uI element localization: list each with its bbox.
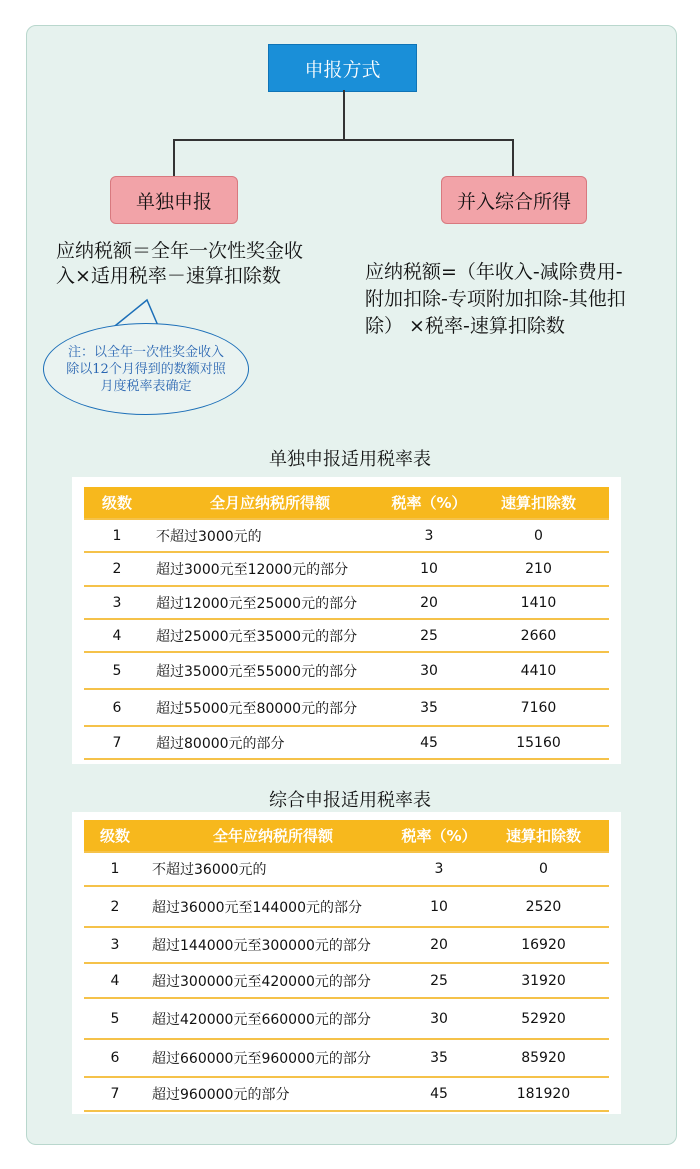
table-combined-container <box>72 812 621 1114</box>
cell-deduction: 7160 <box>468 689 609 726</box>
table-row <box>84 552 609 586</box>
cell-rate: 10 <box>400 886 478 927</box>
table-row <box>84 963 609 998</box>
formula-line: 应纳税额=（年收入-减除费用- <box>365 261 623 283</box>
cell-level: 7 <box>84 726 150 759</box>
cell-level: 4 <box>84 963 146 998</box>
cell-level: 4 <box>84 619 150 652</box>
node-combined-income: 并入综合所得 <box>441 176 587 224</box>
header-level: 级数 <box>84 820 146 852</box>
cell-rate: 35 <box>400 1039 478 1077</box>
cell-deduction: 31920 <box>478 963 609 998</box>
table-row <box>84 689 609 726</box>
table-row <box>84 852 609 886</box>
table-combined <box>84 820 609 1112</box>
cell-rate: 30 <box>390 652 468 689</box>
cell-rate: 10 <box>390 552 468 586</box>
cell-level: 2 <box>84 886 146 927</box>
cell-income: 超过35000元至55000元的部分 <box>150 652 390 689</box>
cell-deduction: 0 <box>468 519 609 552</box>
formula-separate-filing <box>56 239 346 289</box>
formula-line: 入×适用税率－速算扣除数 <box>56 265 281 287</box>
cell-deduction: 0 <box>478 852 609 886</box>
formula-line: 除） ×税率-速算扣除数 <box>365 315 565 337</box>
table-row <box>84 619 609 652</box>
cell-rate: 45 <box>400 1077 478 1111</box>
cell-deduction: 16920 <box>478 927 609 963</box>
cell-level: 2 <box>84 552 150 586</box>
table-row <box>84 519 609 552</box>
cell-rate: 20 <box>390 586 468 619</box>
cell-income: 超过144000元至300000元的部分 <box>146 927 400 963</box>
cell-rate: 20 <box>400 927 478 963</box>
table-row <box>84 927 609 963</box>
table-row <box>84 998 609 1039</box>
table-row <box>84 652 609 689</box>
connector-vertical-left <box>173 139 175 176</box>
root-node-filing-method: 申报方式 <box>268 44 417 92</box>
note-line: 月度税率表确定 <box>100 378 192 394</box>
cell-deduction: 85920 <box>478 1039 609 1077</box>
header-deduction: 速算扣除数 <box>468 487 609 519</box>
cell-rate: 25 <box>400 963 478 998</box>
cell-deduction: 15160 <box>468 726 609 759</box>
cell-rate: 3 <box>400 852 478 886</box>
cell-income: 超过25000元至35000元的部分 <box>150 619 390 652</box>
cell-level: 6 <box>84 1039 146 1077</box>
cell-level: 6 <box>84 689 150 726</box>
connector-vertical-right <box>512 139 514 176</box>
cell-level: 5 <box>84 998 146 1039</box>
table-row <box>84 1077 609 1111</box>
table-title-combined: 综合申报适用税率表 <box>269 790 431 811</box>
node-separate-filing: 单独申报 <box>110 176 238 224</box>
cell-deduction: 1410 <box>468 586 609 619</box>
table-title-separate: 单独申报适用税率表 <box>269 449 431 470</box>
table-header-row <box>84 487 609 519</box>
cell-level: 3 <box>84 927 146 963</box>
cell-income: 超过80000元的部分 <box>150 726 390 759</box>
cell-rate: 45 <box>390 726 468 759</box>
cell-income: 超过660000元至960000元的部分 <box>146 1039 400 1077</box>
connector-horizontal <box>173 139 514 141</box>
cell-income: 超过300000元至420000元的部分 <box>146 963 400 998</box>
cell-deduction: 210 <box>468 552 609 586</box>
cell-income: 不超过3000元的 <box>150 519 390 552</box>
cell-level: 7 <box>84 1077 146 1111</box>
cell-level: 3 <box>84 586 150 619</box>
cell-deduction: 181920 <box>478 1077 609 1111</box>
table-row <box>84 1039 609 1077</box>
note-line: 除以12个月得到的数额对照 <box>66 361 226 377</box>
cell-rate: 35 <box>390 689 468 726</box>
cell-level: 1 <box>84 852 146 886</box>
cell-income: 超过3000元至12000元的部分 <box>150 552 390 586</box>
cell-deduction: 52920 <box>478 998 609 1039</box>
cell-rate: 25 <box>390 619 468 652</box>
cell-income: 超过420000元至660000元的部分 <box>146 998 400 1039</box>
table-separate <box>84 487 609 760</box>
header-income: 全月应纳税所得额 <box>150 487 390 519</box>
cell-rate: 30 <box>400 998 478 1039</box>
cell-deduction: 4410 <box>468 652 609 689</box>
header-rate: 税率（%） <box>390 487 468 519</box>
cell-income: 超过36000元至144000元的部分 <box>146 886 400 927</box>
cell-income: 不超过36000元的 <box>146 852 400 886</box>
cell-level: 5 <box>84 652 150 689</box>
header-level: 级数 <box>84 487 150 519</box>
cell-income: 超过12000元至25000元的部分 <box>150 586 390 619</box>
table-row <box>84 886 609 927</box>
cell-deduction: 2520 <box>478 886 609 927</box>
header-income: 全年应纳税所得额 <box>146 820 400 852</box>
cell-deduction: 2660 <box>468 619 609 652</box>
note-bubble <box>43 323 249 415</box>
table-separate-container <box>72 477 621 764</box>
table-row <box>84 586 609 619</box>
cell-rate: 3 <box>390 519 468 552</box>
table-row <box>84 726 609 759</box>
formula-line: 附加扣除-专项附加扣除-其他扣 <box>365 288 626 310</box>
cell-income: 超过55000元至80000元的部分 <box>150 689 390 726</box>
connector-vertical-root <box>343 90 345 140</box>
cell-income: 超过960000元的部分 <box>146 1077 400 1111</box>
note-line: 注：以全年一次性奖金收入 <box>67 344 224 360</box>
table-header-row <box>84 820 609 852</box>
header-rate: 税率（%） <box>400 820 478 852</box>
formula-line: 应纳税额＝全年一次性奖金收 <box>56 240 304 262</box>
header-deduction: 速算扣除数 <box>478 820 609 852</box>
formula-combined-income <box>365 259 665 340</box>
cell-level: 1 <box>84 519 150 552</box>
